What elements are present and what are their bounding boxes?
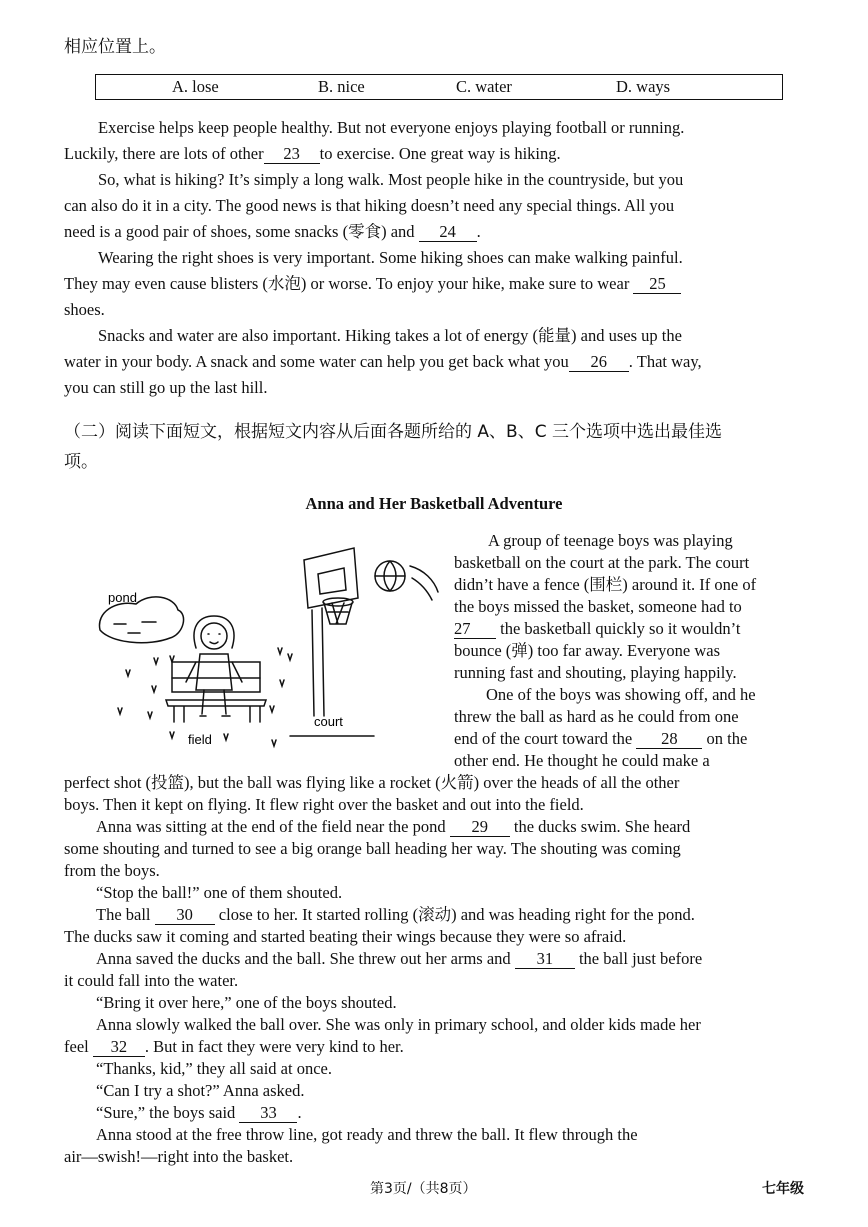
story-right-line3: didn’t have a fence (围栏) around it. If one of bbox=[454, 575, 757, 594]
blank-32[interactable]: 32 bbox=[93, 1038, 145, 1057]
girl-body bbox=[196, 654, 232, 690]
story-illustration bbox=[92, 530, 448, 760]
option-d: D. ways bbox=[616, 77, 671, 96]
p4-line2 bbox=[64, 351, 702, 373]
story-right-line5 bbox=[454, 618, 740, 640]
text-segment: end of the court toward the bbox=[454, 729, 633, 748]
story-right-line6: bounce (弹) too far away. Everyone was bbox=[454, 641, 721, 660]
story-line-f12: Anna slowly walked the ball over. She was only in primary school, and older kids made her bbox=[96, 1015, 701, 1034]
motion-lines bbox=[410, 566, 438, 600]
option-a: A. lose bbox=[172, 77, 219, 96]
text-segment: close to her. It started rolling (滚动) and was heading right for the pond. bbox=[218, 905, 695, 924]
p2-line2: can also do it in a city. The good news is that hiking doesn’t need any special things. All you bbox=[64, 196, 675, 215]
p4-line3: you can still go up the last hill. bbox=[64, 378, 268, 397]
text-segment: the ducks swim. She heard bbox=[513, 817, 691, 836]
story-line-f14: “Thanks, kid,” they all said at once. bbox=[96, 1059, 332, 1078]
p2-line3 bbox=[64, 221, 481, 243]
story-right-line11: other end. He thought he could make a bbox=[454, 751, 710, 770]
p4-line1: Snacks and water are also important. Hiking takes a lot of energy (能量) and uses up the bbox=[98, 326, 682, 345]
text-segment: need is a good pair of shoes, some snacks (零食) and bbox=[64, 222, 415, 241]
story-right-line1: A group of teenage boys was playing bbox=[488, 531, 733, 550]
label-field: field bbox=[188, 732, 212, 747]
story-line-f3 bbox=[96, 816, 690, 838]
blank-33[interactable]: 33 bbox=[239, 1104, 297, 1123]
story-right-line10 bbox=[454, 728, 747, 750]
p1-line1: Exercise helps keep people healthy. But not everyone enjoys playing football or running. bbox=[98, 118, 685, 137]
story-title: Anna and Her Basketball Adventure bbox=[305, 494, 563, 513]
story-line-f5: from the boys. bbox=[64, 861, 160, 880]
text-segment: . But in fact they were very kind to her. bbox=[144, 1037, 404, 1056]
option-c: C. water bbox=[456, 77, 512, 96]
p3-line1: Wearing the right shoes is very important. Some hiking shoes can make walking painful. bbox=[98, 248, 683, 267]
story-right-line2: basketball on the court at the park. The court bbox=[454, 553, 750, 572]
p1-line2 bbox=[64, 143, 561, 165]
story-line-f10: it could fall into the water. bbox=[64, 971, 239, 990]
story-line-f7 bbox=[96, 904, 695, 926]
word-options-box bbox=[95, 74, 783, 100]
girl-face bbox=[201, 623, 227, 649]
text-segment: Anna was sitting at the end of the field near the pond bbox=[96, 817, 446, 836]
blank-24[interactable]: 24 bbox=[419, 223, 477, 242]
text-segment: the ball just before bbox=[578, 949, 703, 968]
story-line-f1: perfect shot (投篮), but the ball was flying like a rocket (火箭) over the heads of all the other bbox=[64, 773, 680, 792]
story-line-f9 bbox=[96, 948, 702, 970]
option-b: B. nice bbox=[318, 77, 365, 96]
text-segment: “Sure,” the boys said bbox=[96, 1103, 236, 1122]
story-right-line4: the boys missed the basket, someone had to bbox=[454, 597, 742, 616]
text-segment: . bbox=[476, 222, 481, 241]
story-line-f15: “Can I try a shot?” Anna asked. bbox=[96, 1081, 305, 1100]
text-segment: They may even cause blisters (水泡) or worse. To enjoy your hike, make sure to wear bbox=[64, 274, 630, 293]
story-line-f6: “Stop the ball!” one of them shouted. bbox=[96, 883, 343, 902]
p2-line1: So, what is hiking? It’s simply a long walk. Most people hike in the countryside, but you bbox=[98, 170, 684, 189]
label-court: court bbox=[314, 714, 343, 729]
text-segment: Anna saved the ducks and the ball. She threw out her arms and bbox=[96, 949, 511, 968]
blank-27[interactable]: 27 bbox=[454, 620, 496, 639]
story-right-line8: One of the boys was showing off, and he bbox=[486, 685, 756, 704]
text-segment: feel bbox=[64, 1037, 89, 1056]
p3-line3: shoes. bbox=[64, 300, 105, 319]
blank-29[interactable]: 29 bbox=[450, 818, 510, 837]
story-line-f18: air—swish!—right into the basket. bbox=[64, 1147, 294, 1166]
pole bbox=[312, 608, 324, 716]
story-right-line7: running fast and shouting, playing happily. bbox=[454, 663, 737, 682]
grade-label: 七年级 bbox=[762, 1181, 804, 1197]
story-line-f13 bbox=[64, 1036, 404, 1058]
text-segment: on the bbox=[706, 729, 748, 748]
text-segment: . That way, bbox=[628, 352, 702, 371]
text-segment: to exercise. One great way is hiking. bbox=[319, 144, 561, 163]
story-line-f17: Anna stood at the free throw line, got ready and threw the ball. It flew through the bbox=[96, 1125, 638, 1144]
section2-instruction-line2: 项。 bbox=[64, 452, 98, 472]
blank-26[interactable]: 26 bbox=[569, 353, 629, 372]
text-segment: The ball bbox=[96, 905, 151, 924]
story-line-f8: The ducks saw it coming and started beating their wings because they were so afraid. bbox=[64, 927, 627, 946]
page-number: 第3页/（共8页） bbox=[370, 1181, 477, 1197]
story-line-f11: “Bring it over here,” one of the boys shouted. bbox=[96, 993, 397, 1012]
blank-23[interactable]: 23 bbox=[264, 145, 320, 164]
blank-28[interactable]: 28 bbox=[636, 730, 702, 749]
text-segment: . bbox=[297, 1103, 302, 1122]
blank-31[interactable]: 31 bbox=[515, 950, 575, 969]
story-line-f2: boys. Then it kept on flying. It flew right over the basket and out into the field. bbox=[64, 795, 584, 814]
blank-30[interactable]: 30 bbox=[155, 906, 215, 925]
instruction-fragment: 相应位置上。 bbox=[64, 37, 166, 57]
text-segment: Luckily, there are lots of other bbox=[64, 144, 264, 163]
section2-instruction-line1: （二）阅读下面短文，根据短文内容从后面各题所给的 A、B、C 三个选项中选出最佳选 bbox=[64, 422, 722, 442]
story-line-f16 bbox=[96, 1102, 302, 1124]
bench bbox=[172, 662, 260, 692]
story-right-line9: threw the ball as hard as he could from one bbox=[454, 707, 739, 726]
label-pond: pond bbox=[108, 590, 137, 605]
story-line-f4: some shouting and turned to see a big orange ball heading her way. The shouting was coming bbox=[64, 839, 681, 858]
blank-25[interactable]: 25 bbox=[633, 275, 681, 294]
text-segment: the basketball quickly so it wouldn’t bbox=[500, 619, 741, 638]
text-segment: water in your body. A snack and some water can help you get back what you bbox=[64, 352, 569, 371]
p3-line2 bbox=[64, 273, 681, 295]
